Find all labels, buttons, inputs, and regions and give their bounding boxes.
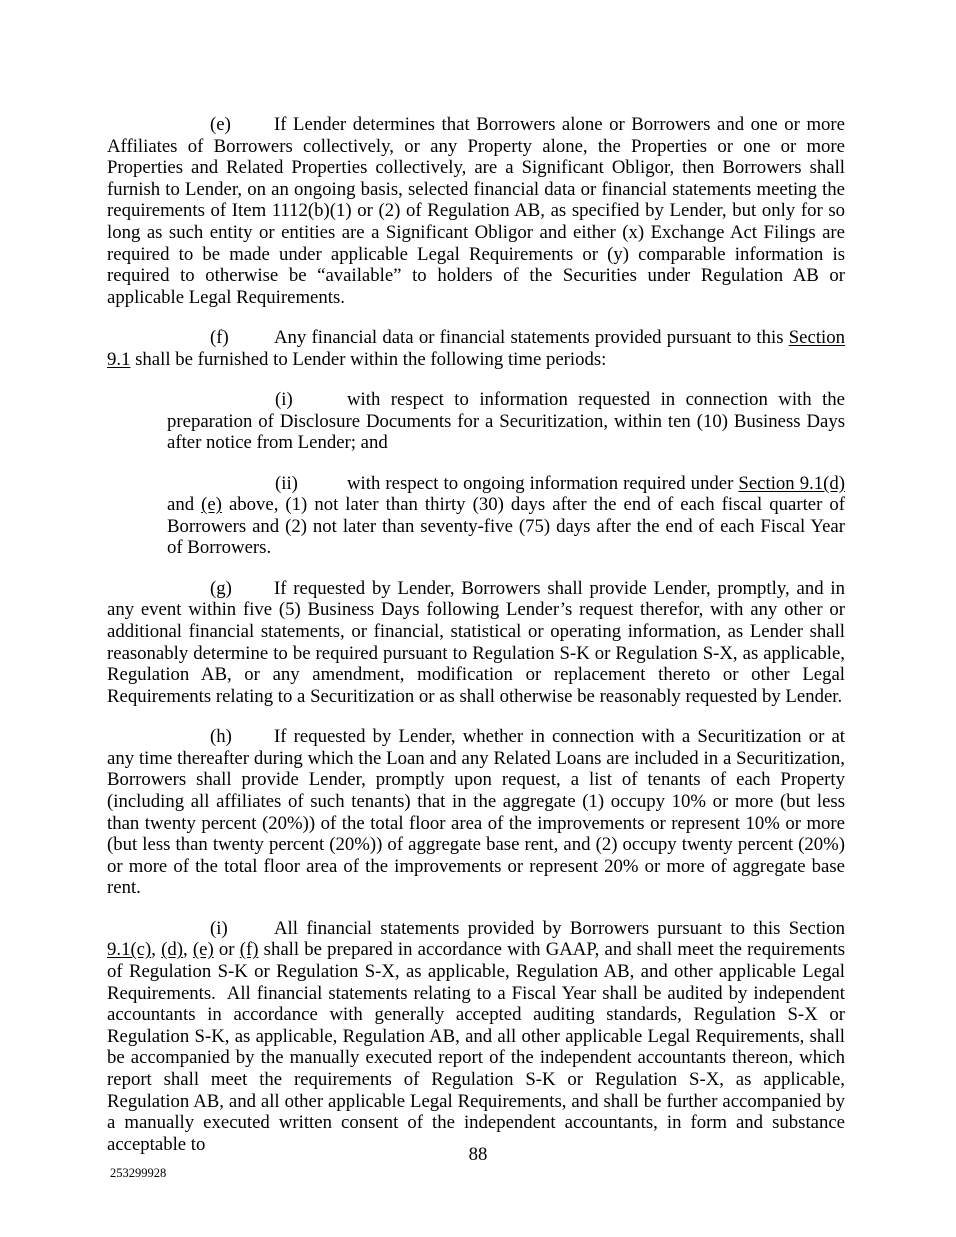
section-reference: (e) xyxy=(201,494,222,516)
paragraph-text: All financial statements provided by Borrowers pursuant to this Section xyxy=(274,917,845,939)
paragraph-text: , xyxy=(151,939,162,961)
page-number: 88 xyxy=(468,1144,488,1165)
section-reference: Section 9.1(d) xyxy=(738,472,846,494)
paragraph-h xyxy=(107,726,845,899)
section-reference: (d) xyxy=(161,939,184,961)
paragraph-f-ii xyxy=(167,473,845,559)
paragraph-text: above, (1) not later than thirty (30) days after the end of each fiscal quarter of Borrowers and (2) not later than seventy-five (75) days after the end of each Fiscal Year of Borrowers. xyxy=(167,494,845,559)
section-reference: (f) xyxy=(239,939,259,961)
paragraph-text: If Lender determines that Borrowers alone or Borrowers and one or more Affiliates of Borrowers collectively, or any Property alone, the Properties or one or more Properties and Related Properties collectively, are a Significant Obligor, then Borrowers shall furnish to Lender, on an ongoing basis, selected financial data or financial statements meeting the requirements of Item 1112(b)(1) or (2) of Regulation AB, as specified by Lender, but only for so long as such entity or entities are a Significant Obligor and either (x) Exchange Act Filings are required to be made under applicable Legal Requirements or (y) comparable information is required to otherwise be “available” to holders of the Securities under Regulation AB or applicable Legal Requirements. xyxy=(107,114,845,308)
paragraph-text: shall be furnished to Lender within the following time periods: xyxy=(130,348,607,370)
paragraph-label: (g) xyxy=(210,577,232,599)
paragraph-label: (i) xyxy=(210,917,228,939)
paragraph-text: shall be prepared in accordance with GAAP, and shall meet the requirements of Regulation S-K or Regulation S-X, as applicable, Regulation AB, and other applicable Legal Requirements. All financial statements relating to a Fiscal Year shall be audited by independent accountants in accordance with generally accepted auditing standards, Regulation S-X or Regulation S-K, as applicable, Regulation AB, and all other applicable Legal Requirements, shall be accompanied by the manually executed report of the independent accountants thereon, which report shall meet the requirements of Regulation S-K or Regulation S-X, as applicable, Regulation AB, and all other applicable Legal Requirements, and shall be further accompanied by a manually executed written consent of the independent accountants, in form and substance acceptable to xyxy=(107,939,846,1155)
paragraph-text: , xyxy=(183,939,193,961)
paragraph-text: or xyxy=(213,939,240,961)
section-reference: (e) xyxy=(192,939,214,961)
document-body xyxy=(107,114,845,1174)
paragraph-label: (f) xyxy=(210,327,229,349)
paragraph-text: and xyxy=(167,494,202,516)
document-id-footer: 253299928 xyxy=(110,1166,167,1180)
section-reference: Section 9.1 xyxy=(107,327,845,370)
section-reference: 9.1(c) xyxy=(107,939,152,961)
paragraph-label: (ii) xyxy=(275,472,298,494)
paragraph-f-i xyxy=(167,389,845,454)
paragraph-label: (e) xyxy=(210,114,231,135)
paragraph-text: with respect to ongoing information required under xyxy=(347,472,739,494)
paragraph-label: (h) xyxy=(210,726,232,748)
paragraph-text: with respect to information requested in connection with the preparation of Disclosure Documents for a Securitization, within ten (10) Business Days after notice from Lender; and xyxy=(167,389,845,454)
paragraph-text: Any financial data or financial statements provided pursuant to this xyxy=(274,327,789,349)
paragraph-e xyxy=(107,114,845,308)
paragraph-text: If requested by Lender, Borrowers shall provide Lender, promptly, and in any event within five (5) Business Days following Lender’s request therefor, with any other or additional financial statements, or financial, statistical or operating information, as Lender shall reasonably determine to be required pursuant to Regulation S-K or Regulation S-X, as applicable, Regulation AB, or any amendment, modification or replacement thereto or other Legal Requirements relating to a Securitization or as shall otherwise be reasonably requested by Lender. xyxy=(107,577,845,707)
paragraph-text: If requested by Lender, whether in connection with a Securitization or at any time thereafter during which the Loan and any Related Loans are included in a Securitization, Borrowers shall provide Lender, promptly upon request, a list of tenants of each Property (including all affiliates of such tenants) that in the aggregate (1) occupy 10% or more (but less than twenty percent (20%)) of the total floor area of the improvements or represent 10% or more (but less than twenty percent (20%)) of aggregate base rent, and (2) occupy twenty percent (20%) or more of the total floor area of the improvements or represent 20% or more of aggregate base rent. xyxy=(107,726,845,899)
paragraph-g xyxy=(107,578,845,708)
paragraph-label: (i) xyxy=(275,389,293,411)
paragraph-i xyxy=(107,918,845,1156)
paragraph-f xyxy=(107,327,845,370)
